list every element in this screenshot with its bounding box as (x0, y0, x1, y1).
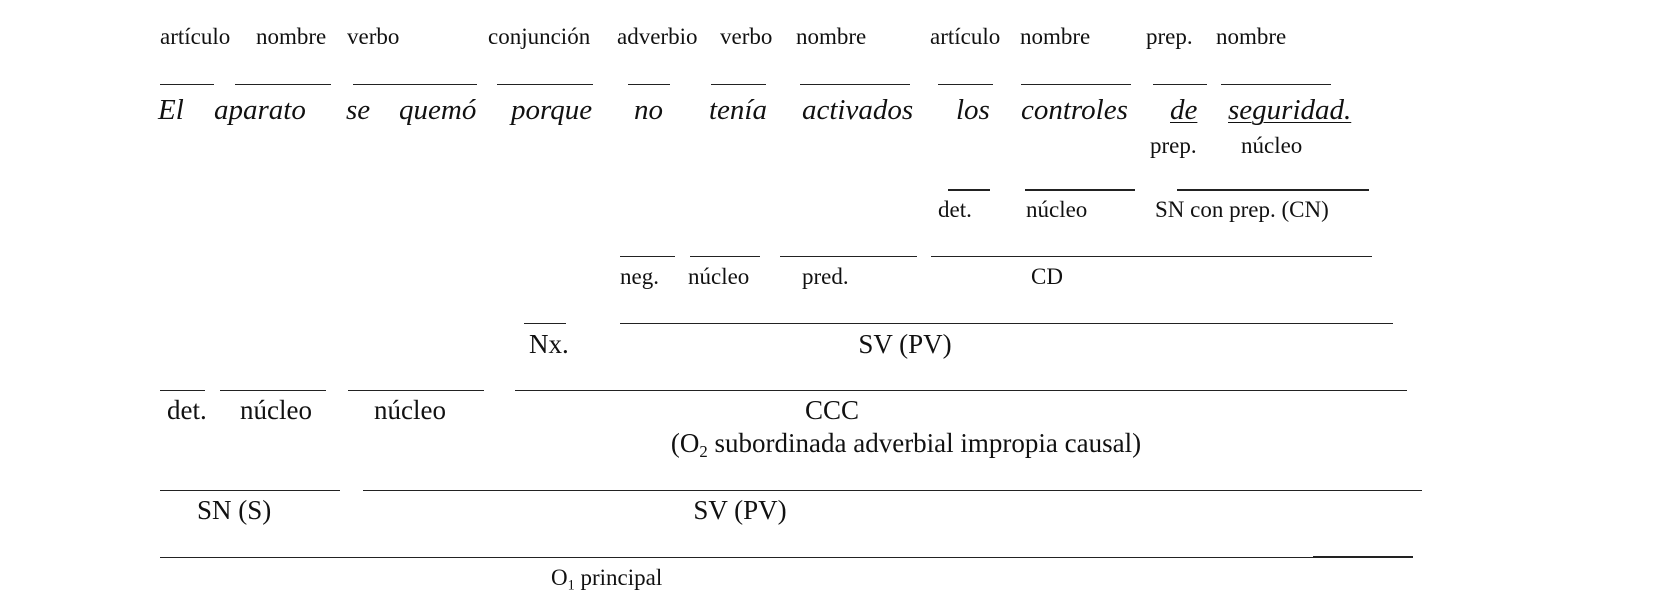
category-underline (1221, 84, 1331, 85)
sentence-word: de (1170, 94, 1198, 126)
category-underline (1153, 84, 1207, 85)
sentence-word: tenía (709, 94, 767, 126)
analysis-line (1177, 189, 1369, 191)
analysis-line (780, 256, 917, 257)
category-label: nombre (1020, 24, 1091, 49)
category-underline (160, 84, 214, 85)
analysis-line (524, 323, 566, 324)
label-o1-sub: 1 (567, 577, 575, 594)
label-cd: CD (1031, 264, 1063, 289)
label-o2-subordinate (670, 428, 1142, 462)
category-underline (235, 84, 331, 85)
label-o1-pre: O (551, 565, 568, 590)
category-underline (711, 84, 766, 85)
label-o2-sub: 2 (699, 442, 708, 462)
sentence-word: porque (511, 94, 593, 126)
analysis-line (515, 390, 1407, 391)
category-label: artículo (160, 24, 231, 49)
label-det: det. (938, 197, 972, 222)
label-sv-pv: SV (PV) (693, 495, 787, 525)
label-o2-post: subordinada adverbial impropia causal) (707, 428, 1142, 458)
sentence-word: quemó (399, 94, 477, 126)
category-underline (497, 84, 593, 85)
analysis-line (948, 189, 990, 191)
label-sv-pv: SV (PV) (858, 329, 952, 359)
analysis-line (348, 390, 484, 391)
label-nucleo: núcleo (374, 395, 446, 425)
sentence-word: se (346, 94, 371, 126)
analysis-line (931, 256, 1372, 257)
sentence-word: controles (1021, 94, 1128, 126)
sentence-word: los (956, 94, 990, 126)
category-label: nombre (256, 24, 327, 49)
label-nucleo: núcleo (1241, 133, 1303, 158)
label-ccc: CCC (804, 395, 860, 425)
analysis-line (160, 490, 340, 491)
category-underline (800, 84, 910, 85)
analysis-line (160, 557, 1412, 558)
category-label: verbo (347, 24, 400, 49)
analysis-line (620, 256, 675, 257)
category-label: prep. (1146, 24, 1193, 49)
sentence-word: no (634, 94, 663, 126)
label-nx: Nx. (529, 329, 569, 359)
sentence-word: aparato (214, 94, 306, 126)
label-det: det. (167, 395, 207, 425)
analysis-line (160, 390, 205, 391)
label-prep: prep. (1150, 133, 1197, 158)
label-nucleo: núcleo (688, 264, 750, 289)
category-underline (938, 84, 993, 85)
label-neg: neg. (620, 264, 659, 289)
label-o1-post: principal (574, 565, 663, 590)
category-label: adverbio (617, 24, 698, 49)
analysis-line (690, 256, 760, 257)
label-o1-principal (551, 565, 663, 594)
analysis-line (1313, 556, 1413, 558)
category-label: verbo (720, 24, 773, 49)
analysis-line (620, 323, 1393, 324)
sentence-word: activados (802, 94, 914, 126)
category-underline (628, 84, 670, 85)
category-underline (1021, 84, 1131, 85)
label-nucleo: núcleo (240, 395, 312, 425)
category-underline (353, 84, 477, 85)
sentence-word: El (158, 94, 184, 126)
analysis-line (1025, 189, 1135, 191)
analysis-line (220, 390, 326, 391)
category-label: nombre (1216, 24, 1287, 49)
label-sn-s: SN (S) (197, 495, 272, 525)
analysis-line (363, 490, 1422, 491)
label-nucleo: núcleo (1026, 197, 1088, 222)
label-pred: pred. (802, 264, 849, 289)
category-label: artículo (930, 24, 1001, 49)
label-sn-cn: SN con prep. (CN) (1155, 197, 1329, 222)
sentence-word: seguridad. (1228, 94, 1352, 126)
category-label: nombre (796, 24, 867, 49)
category-label: conjunción (488, 24, 591, 49)
label-o2-pre: (O (670, 428, 700, 458)
